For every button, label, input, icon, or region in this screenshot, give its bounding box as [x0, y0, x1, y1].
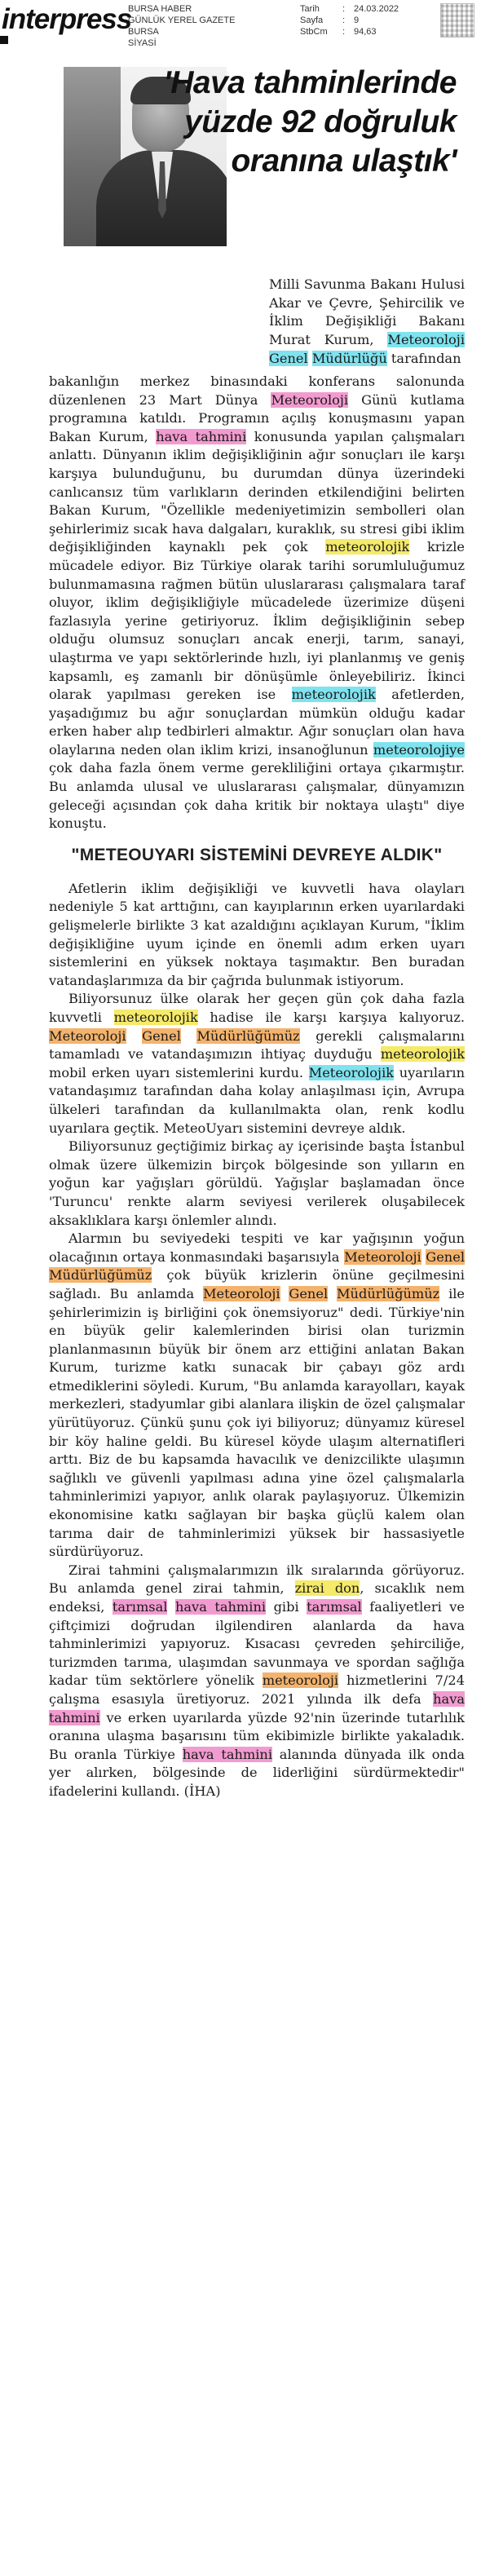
highlighted-keyword: Genel [426, 1248, 465, 1265]
highlighted-keyword: hava tahmini [182, 1746, 273, 1762]
highlighted-keyword: zirai don [294, 1580, 360, 1597]
field-date [300, 3, 399, 15]
text-run: Afetlerin iklim değişikliği ve kuvvetli hava olayları nedeniyle 5 kat arttığını, can kayıplarının erken uyarılardaki gelişmelerle birlikte 3 kat azaldığını açıklayan Kurum, "İklim değişikliğine uyum içinde en önemli adım erken uyarı sistemlerini en yüksek noktaya taşımaktır. Ben buradan vatandaşlarımıza da bir çağrıda bulunmak istiyorum. [49, 880, 465, 988]
text-run: , sıcaklık nem endeksi, [49, 1580, 465, 1615]
headline-line: yüzde 92 doğruluk [184, 104, 457, 139]
highlighted-keyword: Meteorolojik [308, 1064, 395, 1080]
highlighted-keyword: meteorolojik [380, 1046, 465, 1063]
highlighted-keyword: meteorolojik [291, 687, 376, 703]
highlighted-keyword: Müdürlüğümüz [336, 1285, 440, 1301]
text-run: çok daha fazla önem verme gerekliliğini ortaya çıkarmıştır. Bu anlamda ulusal ve uluslararası çalışmalar, dünyamızın geleceği açısından çok daha kritik bir noktaya ulaştı" diye konuştu. [49, 760, 465, 832]
article-paragraph [269, 276, 465, 368]
article-paragraph [49, 990, 465, 1138]
text-run [181, 1028, 197, 1044]
text-run: tarafından [386, 350, 461, 366]
field-page [300, 15, 399, 26]
text-run: mobil erken uyarı sistemlerini kurdu. [49, 1064, 309, 1080]
text-run: gerekli çalışmalarını tamamladı ve vatandaşımızın ihtiyaç duyduğu [49, 1027, 465, 1063]
page-footer [0, 2559, 481, 2576]
text-run [126, 1028, 143, 1044]
interpress-logo [2, 2, 132, 38]
highlighted-keyword: tarımsal [307, 1599, 362, 1615]
field-key: StbCm [300, 27, 328, 37]
text-run: gibi [266, 1599, 307, 1615]
highlighted-keyword: hava tahmini [156, 428, 247, 444]
article-headline [163, 64, 457, 181]
outlet-line: GÜNLÜK YEREL GAZETE [128, 15, 236, 25]
highlighted-keyword: meteorolojik [113, 1010, 198, 1025]
text-run: uyarıların vatandaşımız tarafından daha kolay anlaşılması için, Avrupa ülkeleri tarafından da kullanılmakta olan, renk kodlu uyarılara geçtik. MeteoUyarı sistemini devreye aldık. [49, 1064, 466, 1136]
field-size [300, 26, 399, 38]
highlighted-keyword: meteorolojik [325, 539, 410, 555]
headline-line: 'Hava tahminlerinde [163, 65, 457, 100]
outlet-line: BURSA HABER [128, 4, 192, 14]
highlighted-keyword: Meteoroloji [49, 1027, 126, 1044]
text-run: çok büyük krizlerin önüne geçilmesini sağladı. Bu anlamda [49, 1267, 465, 1301]
text-run: alanında dünyada ilk onda yer alırken, bölgesinde de liderliğini sürdürmektedir" ifadelerini kullandı. (İHA) [49, 1746, 465, 1799]
highlighted-keyword: Müdürlüğü [311, 350, 387, 366]
article-paragraph [49, 1562, 465, 1801]
highlighted-keyword: Müdürlüğümüz [49, 1267, 152, 1284]
article-body [49, 373, 465, 1801]
highlighted-keyword: hava tahmini [49, 1690, 465, 1725]
logo-corner-mark [0, 36, 8, 44]
text-run: afetlerden, yaşadığımız bu ağır sonuçlardan mümkün olduğu kadar erken haber alıp tedbirleri almaktır. Ağır sonuçları olan hava olaylarına neden olan iklim krizi, insanoğlunun [49, 687, 465, 758]
logo-wordmark: interpress [2, 3, 132, 35]
article-intro-right [269, 263, 465, 381]
highlighted-keyword: Meteoroloji [271, 391, 349, 408]
text-run: ile şehirlerimizin iş birliğini çok önemsiyoruz" dedi. Türkiye'nin en büyük gelir kalemlerinden birisi olan turizmin planlanmasının büyük bir önem arz ettiğini anlatan Bakan Kurum, turizme katkı sunacak bir çabayı göz ardı etmediklerini söyledi. Kurum, "Bu anlamda karayolları, kayak merkezleri, stadyumlar gibi alanlara ilişkin de özel çalışmalar yürütüyoruz. Çünkü şunu çok iyi biliyoruz; dünyamız küresel bir köy haline geldi. Bu küresel köyde ulaşım alternatifleri arttı. Biz de bu kapsamda havacılık ve denizcilikte ulaşımın sağlıklı ve güvenli yapılması adına yine özel çalışmalarla tahminlerimizi yapıyor, anlık olarak paylaşıyoruz. Ülkemizin ekonomisine katkı sağlayan bir başka güçlü kalem olan tarıma dair de tahminlerimizi yüksek bir hassasiyetle sürdürüyoruz. [49, 1285, 465, 1560]
text-run: konusunda yapılan çalışmaları anlattı. Dünyanın iklim değişikliğinin ağır sonuçları ile karşı karşıya bulunduğunu, bu durumdan dünya üzerindeki canlıcansız tüm varlıkların derinden etkilendiğini belirten Bakan Kurum, "Özellikle medeniyetimizin sembolleri olan şehirlerimiz sıcak hava dalgaları, kuraklık, su stresi gibi iklim değişikliğinden kaynaklı pek çok [49, 428, 465, 555]
clipping-fields [300, 3, 399, 38]
article-paragraph [49, 1138, 465, 1230]
text-run: Milli Savunma Bakanı Hulusi Akar ve Çevre, Şehircilik ve İklim Değişikliği Bakanı Murat Kurum, [269, 276, 465, 347]
text-run [280, 1286, 289, 1301]
text-run: hizmetlerini 7/24 çalışma esasıyla üretiyoruz. 2021 yılında ilk defa [49, 1672, 465, 1707]
highlighted-keyword: Müdürlüğümüz [196, 1027, 300, 1044]
field-separator: : [342, 4, 346, 14]
highlighted-keyword: Meteoroloji [387, 331, 465, 347]
text-run: krizle mücadele ediyor. Biz Türkiye olarak tarihi sorumluluğumuz bulunmamasına rağmen bütün uluslararası çalışmalara taraf oluyor, iklim değişikliğiyle mücadelede üzerimize düşeni fazlasıyla yerine getiriyoruz. İklim değişikliğinin sebep olduğu olumsuz sonuçları ancak enerji, tarım, sanayi, ulaştırma ve yapı sektörlerinde hızlı, iyi planlanmış ve geniş kapsamlı, eş zamanlı bir dönüşümle önleyebiliriz. İkinci olarak yapılması gereken ise [49, 539, 465, 703]
highlighted-keyword: Genel [142, 1027, 181, 1044]
highlighted-keyword: tarımsal [112, 1599, 168, 1615]
highlighted-keyword: Meteoroloji [344, 1248, 421, 1265]
highlighted-keyword: Genel [269, 350, 308, 366]
article-paragraph [49, 1230, 465, 1562]
text-run [167, 1599, 175, 1615]
text-run: hadise ile karşı karşıya kalıyoruz. [197, 1010, 466, 1025]
field-value: 9 [354, 15, 360, 25]
outlet-line: BURSA [128, 27, 159, 37]
text-run: Alarmın bu seviyedeki tespiti ve kar yağışının yoğun olacağının ortaya konmasındaki başarısıyla [49, 1231, 465, 1265]
article-paragraph [49, 373, 465, 833]
field-separator: : [342, 15, 346, 25]
highlighted-keyword: meteorolojiye [373, 741, 465, 758]
highlighted-keyword: Meteoroloji [202, 1285, 280, 1301]
text-run: ve erken uyarılarda yüzde 92'nin üzerinde tutarlılık oranına ulaşma başarısını tüm ekibimizle birlikte yakaladık. Bu oranla Türkiye [49, 1709, 465, 1762]
highlighted-keyword: hava tahmini [174, 1599, 267, 1615]
field-separator: : [342, 27, 346, 37]
field-key: Sayfa [300, 15, 324, 25]
outlet-line: SİYASİ [128, 38, 157, 48]
headline-line: oranına ulaştık' [231, 144, 457, 179]
article-paragraph [49, 880, 465, 991]
field-key: Tarih [300, 4, 320, 14]
text-run: Günü kutlama programına katıldı. Programın açılış konuşmasını yapan Bakan Kurum, [49, 391, 465, 444]
text-run: Biliyorsunuz geçtiğimiz birkaç ay içerisinde başta İstanbul olmak üzere ülkemizin birçok bölgesinde son yılların en yoğun kar yağışları görüldü. Yağışlar başlamadan önce 'Turuncu' renkte alarm seviyesi verilerek oluşabilecek aksaklıklara karşı önlemler alındı. [49, 1138, 465, 1228]
highlighted-keyword: Genel [289, 1285, 329, 1301]
field-value: 94,63 [354, 27, 377, 37]
text-run: Zirai tahmini çalışmalarımızın ilk sıralarında görüyoruz. Bu anlamda genel zirai tahmin, [49, 1562, 465, 1597]
highlighted-keyword: meteoroloji [262, 1672, 339, 1689]
text-run [328, 1286, 337, 1301]
article-subheading: "METEOUYARI SİSTEMİNİ DEVREYE ALDIK" [71, 845, 443, 864]
qr-code-icon [440, 3, 474, 38]
text-run: Biliyorsunuz ülke olarak her geçen gün çok daha fazla kuvvetli [49, 991, 465, 1025]
text-run: bakanlığın merkez binasındaki konferans salonunda düzenlenen 23 Mart Dünya [49, 373, 465, 408]
clipping-header [0, 0, 481, 57]
text-run: faaliyetleri ve çiftçimizi doğrudan ilgilendiren alanlarda da hava tahminlerimizi yapıyoruz. Kısacası çevreden şehirciliğe, turizmden tarıma, ulaşımdan savunmaya ve spordan sağlığa kadar tüm sektörlere yönelik [49, 1599, 465, 1689]
outlet-info [128, 3, 235, 49]
field-value: 24.03.2022 [354, 4, 399, 14]
